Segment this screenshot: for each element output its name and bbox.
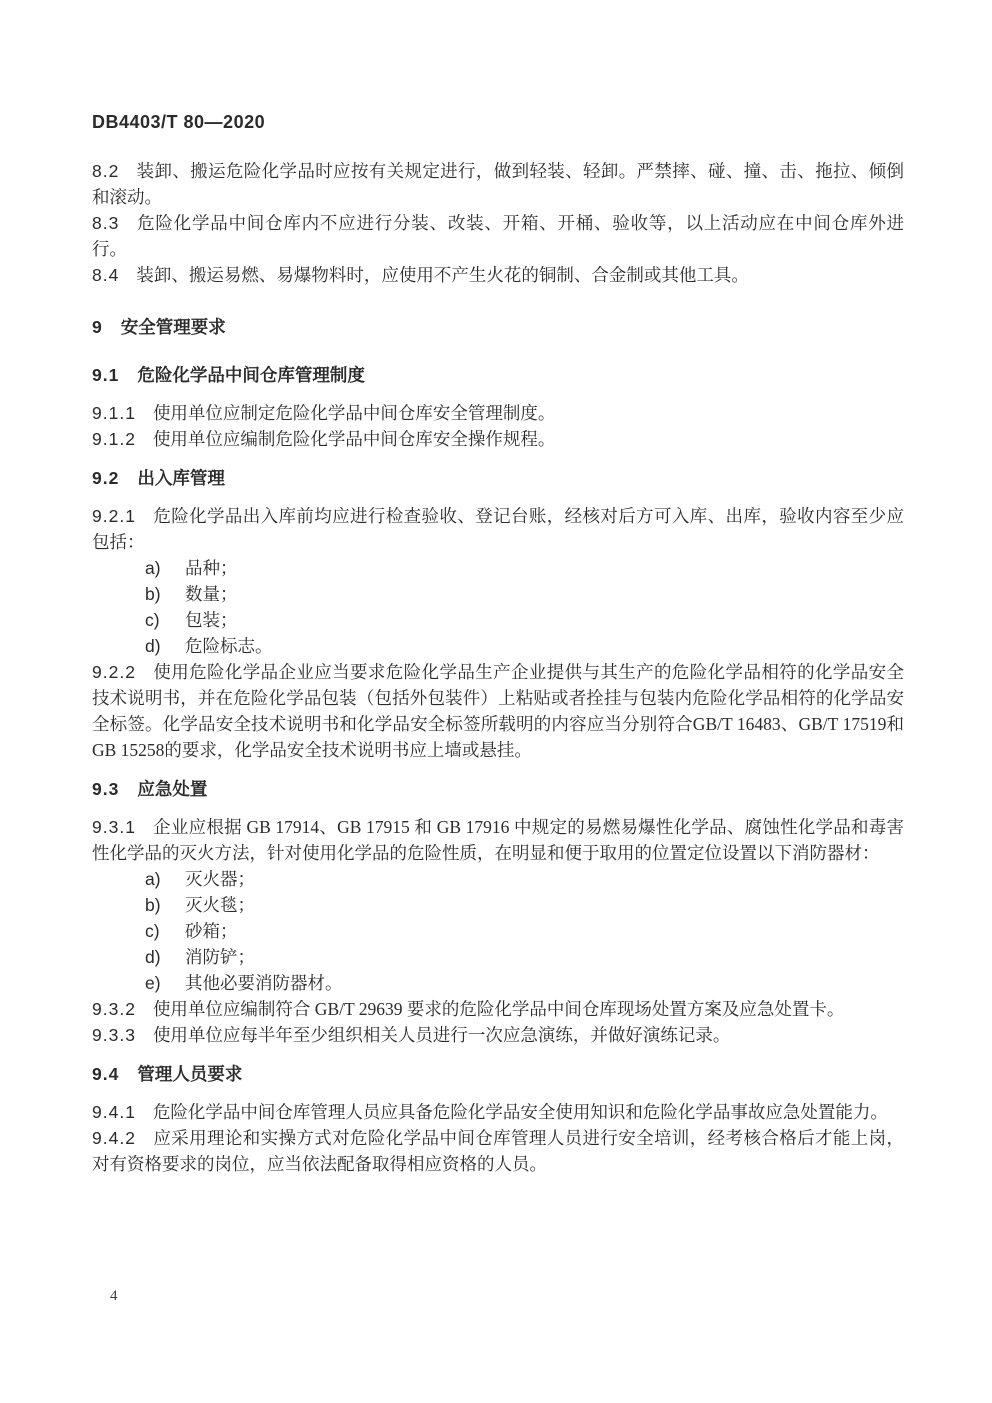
clause-text: 应采用理论和实操方式对危险化学品中间仓库管理人员进行安全培训，经考核合格后才能上岗，对有资格要求的岗位，应当依法配备取得相应资格的人员。: [92, 1128, 904, 1174]
clause-paragraph: [92, 210, 904, 262]
list-item-letter: c): [145, 921, 160, 941]
clause-text: 使用单位应编制危险化学品中间仓库安全操作规程。: [152, 429, 556, 449]
heading-title: 危险化学品中间仓库管理制度: [137, 365, 365, 385]
list-item: [92, 944, 904, 970]
list-item-text: 包装；: [185, 610, 238, 630]
clause-paragraph: [92, 814, 904, 866]
clause-number: 9.2.2: [92, 662, 136, 682]
section-heading: [92, 362, 904, 388]
heading-number: 9.1: [92, 365, 120, 385]
clause-text: 使用危险化学品企业应当要求危险化学品生产企业提供与其生产的危险化学品相符的化学品安全技术说明书，并在危险化学品包装（包括外包装件）上粘贴或者拴挂与包装内危险化学品相符的化学品安全标签。化学品安全技术说明书和化学品安全标签所载明的内容应当分别符合GB/T 16483、GB/T 17519和GB 15258的要求，化学品安全技术说明书应上墙或悬挂。: [92, 662, 904, 760]
heading-number: 9.2: [92, 468, 120, 488]
clause-number: 9.3.1: [92, 817, 136, 837]
clause-text: 使用单位应编制符合 GB/T 29639 要求的危险化学品中间仓库现场处置方案及应急处置卡。: [152, 999, 845, 1019]
clause-text: 危险化学品中间仓库内不应进行分装、改装、开箱、开桶、验收等，以上活动应在中间仓库外进行。: [92, 213, 904, 259]
heading-number: 9: [92, 317, 103, 337]
clause-number: 9.1.1: [92, 403, 136, 423]
list-item: [92, 607, 904, 633]
clause-number: 9.3.2: [92, 999, 136, 1019]
heading-title: 应急处置: [137, 779, 208, 799]
clause-text: 使用单位应每半年至少组织相关人员进行一次应急演练，并做好演练记录。: [152, 1025, 731, 1045]
list-item-text: 危险标志。: [185, 636, 273, 656]
clause-number: 8.2: [92, 161, 120, 181]
document-body: [92, 158, 904, 1177]
clause-text: 危险化学品中间仓库管理人员应具备危险化学品安全使用知识和危险化学品事故应急处置能力。: [152, 1102, 888, 1122]
list-item: [92, 633, 904, 659]
list-item: [92, 581, 904, 607]
clause-paragraph: [92, 400, 904, 426]
clause-paragraph: [92, 262, 904, 288]
section-heading: [92, 1061, 904, 1087]
section-heading: [92, 465, 904, 491]
clause-text: 装卸、搬运危险化学品时应按有关规定进行，做到轻装、轻卸。严禁摔、碰、撞、击、拖拉、倾倒和滚动。: [92, 161, 904, 207]
list-item-text: 其他必要消防器材。: [185, 973, 343, 993]
list-item-text: 灭火器；: [185, 869, 255, 889]
heading-title: 出入库管理: [137, 468, 225, 488]
heading-number: 9.3: [92, 779, 120, 799]
clause-number: 8.3: [92, 213, 120, 233]
clause-paragraph: [92, 426, 904, 452]
clause-number: 9.3.3: [92, 1025, 136, 1045]
list-item-text: 品种；: [185, 558, 238, 578]
clause-text: 企业应根据 GB 17914、GB 17915 和 GB 17916 中规定的易燃易爆性化学品、腐蚀性化学品和毒害性化学品的灭火方法，针对使用化学品的危险性质，在明显和便于取用的位置定位设置以下消防器材：: [92, 817, 904, 863]
section-heading: [92, 776, 904, 802]
list-item-letter: b): [145, 895, 161, 915]
list-item-letter: a): [145, 558, 161, 578]
list-item-text: 砂箱；: [185, 921, 238, 941]
list-item-letter: e): [145, 973, 161, 993]
clause-number: 9.4.2: [92, 1128, 136, 1148]
clause-paragraph: [92, 503, 904, 555]
list-item-text: 数量；: [185, 584, 238, 604]
clause-paragraph: [92, 1022, 904, 1048]
clause-paragraph: [92, 1099, 904, 1125]
list-item-text: 灭火毯；: [185, 895, 255, 915]
list-item-letter: a): [145, 869, 161, 889]
page-number: 4: [110, 1288, 118, 1304]
clause-paragraph: [92, 659, 904, 763]
heading-title: 安全管理要求: [120, 317, 226, 337]
clause-text: 装卸、搬运易燃、易爆物料时，应使用不产生火花的铜制、合金制或其他工具。: [136, 265, 749, 285]
clause-paragraph: [92, 1125, 904, 1177]
list-item-letter: d): [145, 636, 161, 656]
list-item-text: 消防铲；: [185, 947, 255, 967]
heading-title: 管理人员要求: [137, 1064, 243, 1084]
clause-number: 9.1.2: [92, 429, 136, 449]
heading-number: 9.4: [92, 1064, 120, 1084]
list-item: [92, 866, 904, 892]
clause-paragraph: [92, 158, 904, 210]
list-item-letter: c): [145, 610, 160, 630]
list-item: [92, 918, 904, 944]
list-item-letter: d): [145, 947, 161, 967]
document-header-code: DB4403/T 80—2020: [92, 112, 266, 132]
list-item-letter: b): [145, 584, 161, 604]
list-item: [92, 555, 904, 581]
clause-text: 危险化学品出入库前均应进行检查验收、登记台账，经核对后方可入库、出库，验收内容至少应包括：: [92, 506, 904, 552]
clause-number: 9.4.1: [92, 1102, 136, 1122]
clause-paragraph: [92, 996, 904, 1022]
list-item: [92, 970, 904, 996]
clause-number: 9.2.1: [92, 506, 136, 526]
clause-text: 使用单位应制定危险化学品中间仓库安全管理制度。: [152, 403, 556, 423]
list-item: [92, 892, 904, 918]
clause-number: 8.4: [92, 265, 120, 285]
chapter-heading: [92, 314, 904, 340]
